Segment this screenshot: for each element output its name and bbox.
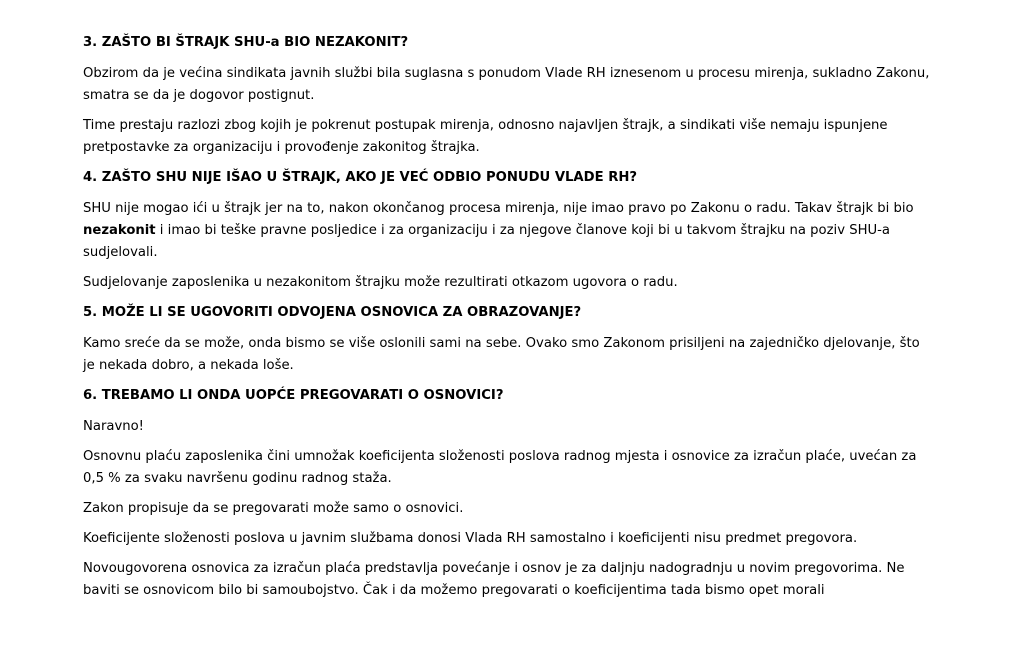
paragraph: Time prestaju razlozi zbog kojih je pokrenut postupak mirenja, odnosno najavljen štrajk, a sindikati više nemaju ispunjene pretpostavke za organizaciju i provođenje zakonitog štrajka. xyxy=(83,118,888,155)
paragraph: Naravno! xyxy=(83,419,144,434)
paragraph: Osnovnu plaću zaposlenika čini umnožak koeficijenta složenosti poslova radnog mjesta i osnovice za izračun plaće, uvećan za 0,5 % za svaku navršenu godinu radnog staža. xyxy=(83,449,917,486)
section-5 xyxy=(83,302,933,377)
section-6 xyxy=(83,385,933,602)
paragraph-text: i imao bi teške pravne posljedice i za organizaciju i za njegove članove koji bi u takvom štrajku na poziv SHU-a sudjelovali. xyxy=(83,223,890,260)
paragraph xyxy=(83,198,933,264)
emphasized-word: nezakonit xyxy=(83,223,156,238)
paragraph: Zakon propisuje da se pregovarati može samo o osnovici. xyxy=(83,501,464,516)
paragraph: Koeficijente složenosti poslova u javnim službama donosi Vlada RH samostalno i koeficijenti nisu predmet pregovora. xyxy=(83,531,858,546)
paragraph: Kamo sreće da se može, onda bismo se više oslonili sami na sebe. Ovako smo Zakonom prisiljeni na zajedničko djelovanje, što je nekada dobro, a nekada loše. xyxy=(83,336,920,373)
document-content xyxy=(83,32,933,610)
paragraph: Sudjelovanje zaposlenika u nezakonitom štrajku može rezultirati otkazom ugovora o radu. xyxy=(83,275,678,290)
section-4 xyxy=(83,167,933,294)
section-heading: 3. ZAŠTO BI ŠTRAJK SHU-a BIO NEZAKONIT? xyxy=(83,35,409,50)
paragraph: Novougovorena osnovica za izračun plaća predstavlja povećanje i osnov je za daljnju nadogradnju u novim pregovorima. Ne baviti se osnovicom bilo bi samoubojstvo. Čak i da možemo pregovarati o koeficijentima tada bismo opet morali xyxy=(83,561,905,598)
section-heading: 5. MOŽE LI SE UGOVORITI ODVOJENA OSNOVICA ZA OBRAZOVANJE? xyxy=(83,305,582,320)
section-heading: 4. ZAŠTO SHU NIJE IŠAO U ŠTRAJK, AKO JE VEĆ ODBIO PONUDU VLADE RH? xyxy=(83,170,638,185)
paragraph: Obzirom da je većina sindikata javnih službi bila suglasna s ponudom Vlade RH iznesenom u procesu mirenja, sukladno Zakonu, smatra se da je dogovor postignut. xyxy=(83,66,930,103)
section-heading: 6. TREBAMO LI ONDA UOPĆE PREGOVARATI O OSNOVICI? xyxy=(83,388,504,403)
section-3 xyxy=(83,32,933,159)
paragraph-text: SHU nije mogao ići u štrajk jer na to, nakon okončanog procesa mirenja, nije imao pravo po Zakonu o radu. Takav štrajk bi bio xyxy=(83,201,914,216)
